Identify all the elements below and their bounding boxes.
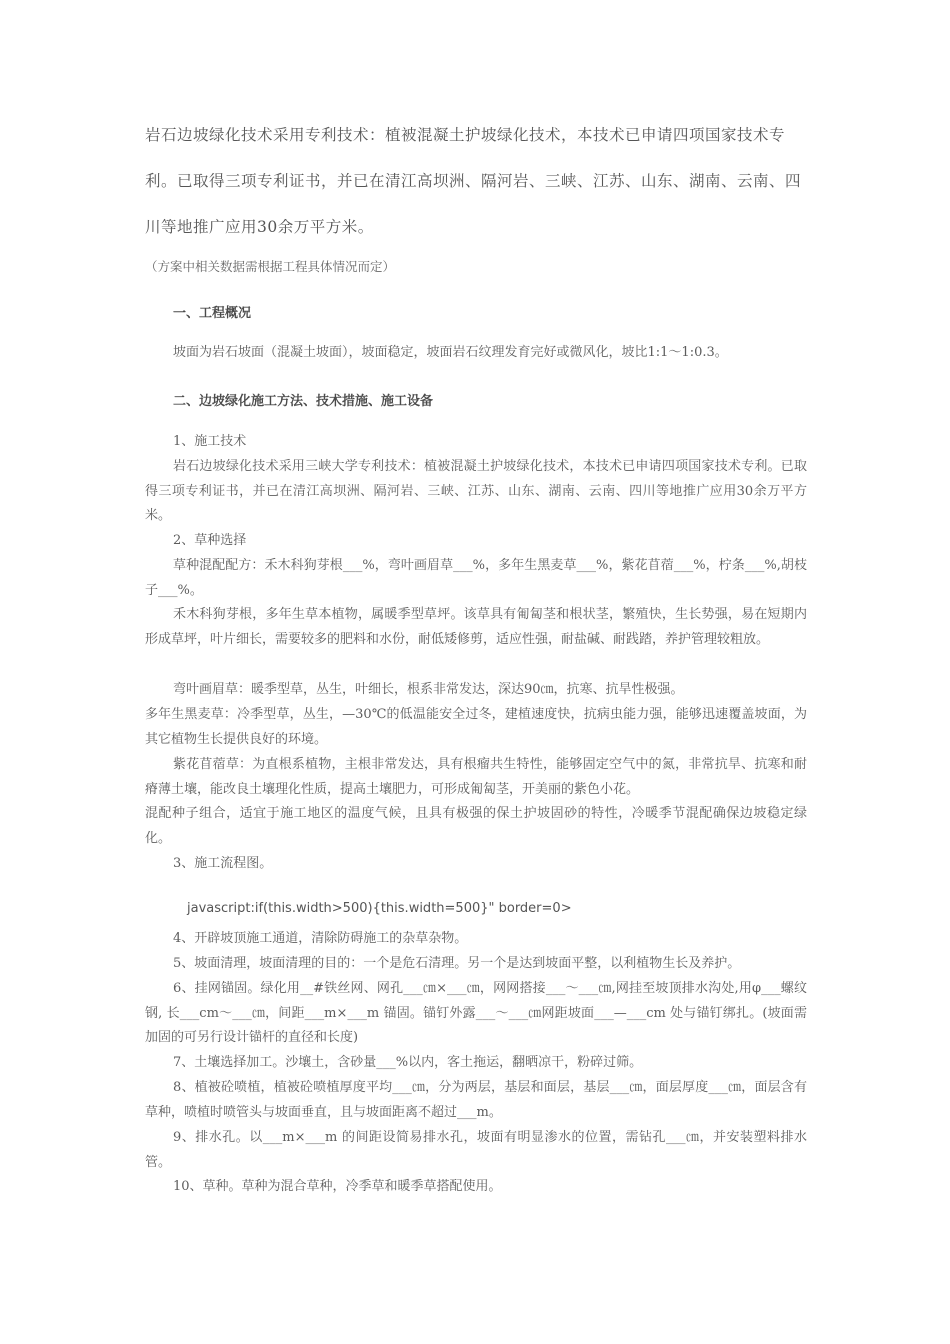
section-2-heading: 二、边坡绿化施工方法、技术措施、施工设备 (173, 394, 434, 409)
broken-image-code-text: javascript:if(this.width>500){this.width=500}" border=0> (187, 901, 572, 916)
intro-paragraph: 岩石边坡绿化技术采用专利技术：植被混凝土护坡绿化技术，本技术已申请四项国家技术专利。已取得三项专利证书，并已在清江高坝洲、隔河岩、三峡、江苏、山东、湖南、云南、四川等地推广应用30余万平方米。 (145, 126, 802, 236)
subheading-construction-tech: 1、施工技术 (173, 434, 247, 449)
grass-mix-paragraph: 草种混配配方：禾木科狗芽根___%，弯叶画眉草___%，多年生黑麦草___%，紫花苜蓿___%，柠条___%,胡枝子___%。 (145, 558, 807, 598)
step-4: 4、开辟坡顶施工通道，清除防碍施工的杂草杂物。 (173, 931, 468, 946)
subheading-flowchart: 3、施工流程图。 (173, 856, 273, 871)
step-10: 10、草种。草种为混合草种，冷季草和暖季草搭配使用。 (173, 1179, 502, 1194)
subheading-grass-selection: 2、草种选择 (173, 533, 247, 548)
grass-alfalfa-paragraph: 紫花苜蓿草：为直根系植物，主根非常发达，具有根瘤共生特性，能够固定空气中的氮，非常抗旱、抗寒和耐瘠薄土壤，能改良土壤理化性质，提高土壤肥力，可形成匍匐茎，开美丽的紫色小花。 (145, 757, 807, 797)
step-6: 6、挂网锚固。绿化用__#铁丝网、网孔___㎝×___㎝，网网搭接___～___㎝,网挂至坡顶排水沟处,用φ___螺纹钢, 长___cm～___㎝，间距___m×___m 锚固。锚钉外露___～___㎝网距坡面___—___cm 处与锚钉绑扎。(坡面需加固的可另行设计锚杆的直径和长度) (145, 981, 807, 1045)
note-text: （方案中相关数据需根据工程具体情况而定） (145, 259, 396, 274)
grass-bermuda-paragraph: 禾木科狗芽根，多年生草本植物，属暖季型草坪。该草具有匍匐茎和根状茎，繁殖快，生长势强，易在短期内形成草坪，叶片细长，需要较多的肥料和水份，耐低矮修剪，适应性强，耐盐碱、耐践踏，养护管理较粗放。 (145, 607, 807, 647)
step-7: 7、土壤选择加工。沙壤土，含砂量___%以内，客土拖运，翻晒凉干，粉碎过筛。 (173, 1055, 643, 1070)
section-1-text: 坡面为岩石坡面（混凝土坡面），坡面稳定，坡面岩石纹理发育完好或微风化，坡比1:1～1:0.3。 (173, 345, 728, 360)
step-8: 8、植被砼喷植，植被砼喷植厚度平均___㎝，分为两层，基层和面层，基层___㎝，面层厚度___㎝，面层含有草种，喷植时喷管头与坡面垂直，且与坡面距离不超过___m。 (145, 1080, 807, 1120)
grass-lovegrass-paragraph: 弯叶画眉草：暖季型草，丛生，叶细长，根系非常发达，深达90㎝，抗寒、抗旱性极强。 (173, 682, 684, 697)
grass-ryegrass-paragraph: 多年生黑麦草：冷季型草，丛生，—30℃的低温能安全过冬，建植速度快，抗病虫能力强，能够迅速覆盖坡面，为其它植物生长提供良好的环境。 (145, 707, 807, 747)
step-9: 9、排水孔。以___m×___m 的间距设简易排水孔，坡面有明显渗水的位置，需钻孔___㎝，并安装塑料排水管。 (145, 1130, 807, 1170)
step-5: 5、坡面清理，坡面清理的目的：一个是危石清理。另一个是达到坡面平整，以利植物生长及养护。 (173, 956, 741, 971)
mixed-seed-paragraph: 混配种子组合，适宜于施工地区的温度气候，且具有极强的保土护坡固砂的特性，冷暖季节混配确保边坡稳定绿化。 (145, 806, 807, 846)
section-1-heading: 一、工程概况 (173, 306, 252, 321)
tech-paragraph: 岩石边坡绿化技术采用三峡大学专利技术：植被混凝土护坡绿化技术，本技术已申请四项国家技术专利。已取得三项专利证书，并已在清江高坝洲、隔河岩、三峡、江苏、山东、湖南、云南、四川等地推广应用30余万平方米。 (145, 459, 807, 523)
